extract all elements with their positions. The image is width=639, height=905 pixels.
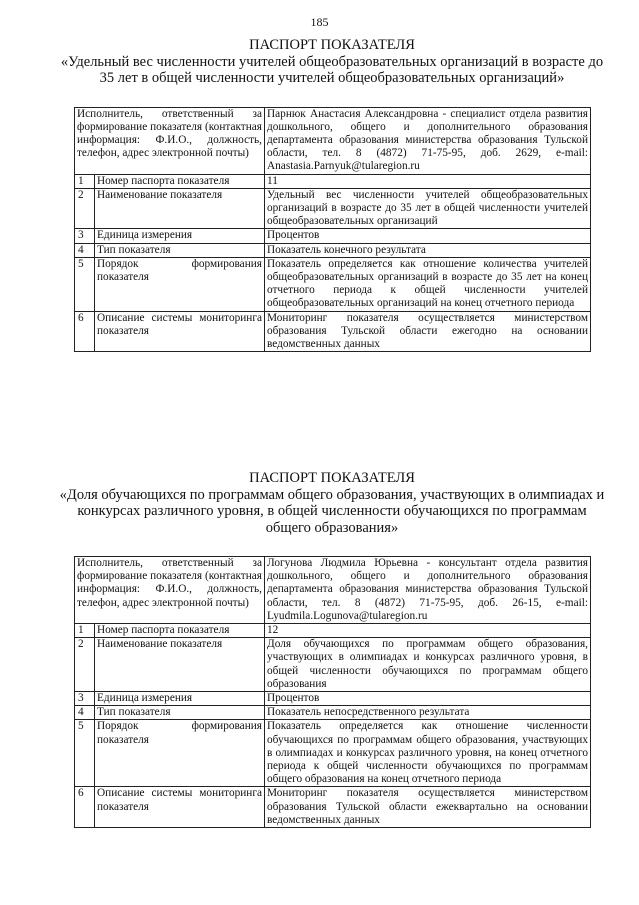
row-number: 2	[75, 638, 95, 692]
row-label: Тип показателя	[95, 706, 265, 720]
executor-label: Исполнитель, ответственный за формирование показателя (контактная информация: Ф.И.О., должность, телефон, адрес электронной почты)	[75, 107, 265, 174]
table-row	[75, 692, 591, 706]
table-row	[75, 229, 591, 243]
row-number: 5	[75, 720, 95, 787]
row-value: Удельный вес численности учителей общеобразовательных организаций в возрасте до 35 лет в общей численности учителей общеобразовательных организаций	[265, 188, 591, 229]
row-number: 6	[75, 311, 95, 352]
row-label: Описание системы мониторинга показателя	[95, 787, 265, 828]
row-label: Порядок формирования показателя	[95, 257, 265, 311]
row-value: 12	[265, 624, 591, 638]
row-number: 1	[75, 174, 95, 188]
passport-heading: ПАСПОРТ ПОКАЗАТЕЛЯ	[249, 470, 415, 486]
row-value: Процентов	[265, 229, 591, 243]
table-row	[75, 311, 591, 352]
passport-table	[74, 107, 591, 353]
indicator-name: «Удельный вес численности учителей общеобразовательных организаций в возрасте до 35 лет в общей численности учителей общеобразовательных организаций»	[60, 53, 604, 86]
row-number: 3	[75, 692, 95, 706]
table-row	[75, 720, 591, 787]
row-value: Показатель непосредственного результата	[265, 706, 591, 720]
table-row	[75, 107, 591, 174]
row-label: Наименование показателя	[95, 188, 265, 229]
row-label: Тип показателя	[95, 243, 265, 257]
row-value: Доля обучающихся по программам общего образования, участвующих в олимпиадах и конкурсах различного уровня, в общей численности обучающихся по программам общего образования	[265, 638, 591, 692]
row-value: 11	[265, 174, 591, 188]
passport-title	[58, 470, 606, 536]
indicator-passport	[59, 470, 605, 828]
indicator-passport	[60, 37, 604, 352]
row-label: Единица измерения	[95, 692, 265, 706]
passport-title	[58, 37, 606, 87]
row-label: Наименование показателя	[95, 638, 265, 692]
row-value: Показатель определяется как отношение количества учителей общеобразовательных организаций в возрасте до 35 лет на конец отчетного периода к общей численности учителей общеобразовательных организаций на конец отчетного периода	[265, 257, 591, 311]
row-value: Мониторинг показателя осуществляется министерством образования Тульской области ежеквартально на основании ведомственных данных	[265, 787, 591, 828]
executor-value: Логунова Людмила Юрьевна - консультант отдела развития дошкольного, общего и дополнительного образования департамента образования министерства образования Тульской области, тел. 8 (4872) 71-75-95, доб. 26-15, e-mail: Lyudmila.Logunova@tularegion.ru	[265, 557, 591, 624]
table-row	[75, 624, 591, 638]
table-row	[75, 557, 591, 624]
row-number: 2	[75, 188, 95, 229]
row-label: Номер паспорта показателя	[95, 624, 265, 638]
row-value: Показатель конечного результата	[265, 243, 591, 257]
row-number: 4	[75, 706, 95, 720]
table-row	[75, 257, 591, 311]
row-number: 1	[75, 624, 95, 638]
row-label: Единица измерения	[95, 229, 265, 243]
passport-heading: ПАСПОРТ ПОКАЗАТЕЛЯ	[249, 37, 415, 53]
row-value: Мониторинг показателя осуществляется министерством образования Тульской области ежегодно на основании ведомственных данных	[265, 311, 591, 352]
table-row	[75, 787, 591, 828]
table-row	[75, 188, 591, 229]
table-row	[75, 706, 591, 720]
passport-table	[74, 556, 591, 828]
row-label: Порядок формирования показателя	[95, 720, 265, 787]
row-number: 5	[75, 257, 95, 311]
table-row	[75, 243, 591, 257]
indicator-name: «Доля обучающихся по программам общего образования, участвующих в олимпиадах и конкурсах различного уровня, в общей численности обучающихся по программам общего образования»	[59, 486, 605, 536]
row-number: 4	[75, 243, 95, 257]
row-number: 6	[75, 787, 95, 828]
row-value: Процентов	[265, 692, 591, 706]
executor-value: Парнюк Анастасия Александровна - специалист отдела развития дошкольного, общего и дополнительного образования департамента образования министерства образования Тульской области, тел. 8 (4872) 71-75-95, доб. 2629, e-mail: Anastasia.Parnyuk@tularegion.ru	[265, 107, 591, 174]
page-number: 185	[310, 15, 329, 29]
row-value: Показатель определяется как отношение численности обучающихся по программам общего образования, участвующих в олимпиадах и конкурсах различного уровня, на конец отчетного периода к общей численности обучающихся по программам общего образования на конец отчетного периода	[265, 720, 591, 787]
table-row	[75, 638, 591, 692]
executor-label: Исполнитель, ответственный за формирование показателя (контактная информация: Ф.И.О., должность, телефон, адрес электронной почты)	[75, 557, 265, 624]
table-row	[75, 174, 591, 188]
row-label: Номер паспорта показателя	[95, 174, 265, 188]
row-label: Описание системы мониторинга показателя	[95, 311, 265, 352]
row-number: 3	[75, 229, 95, 243]
